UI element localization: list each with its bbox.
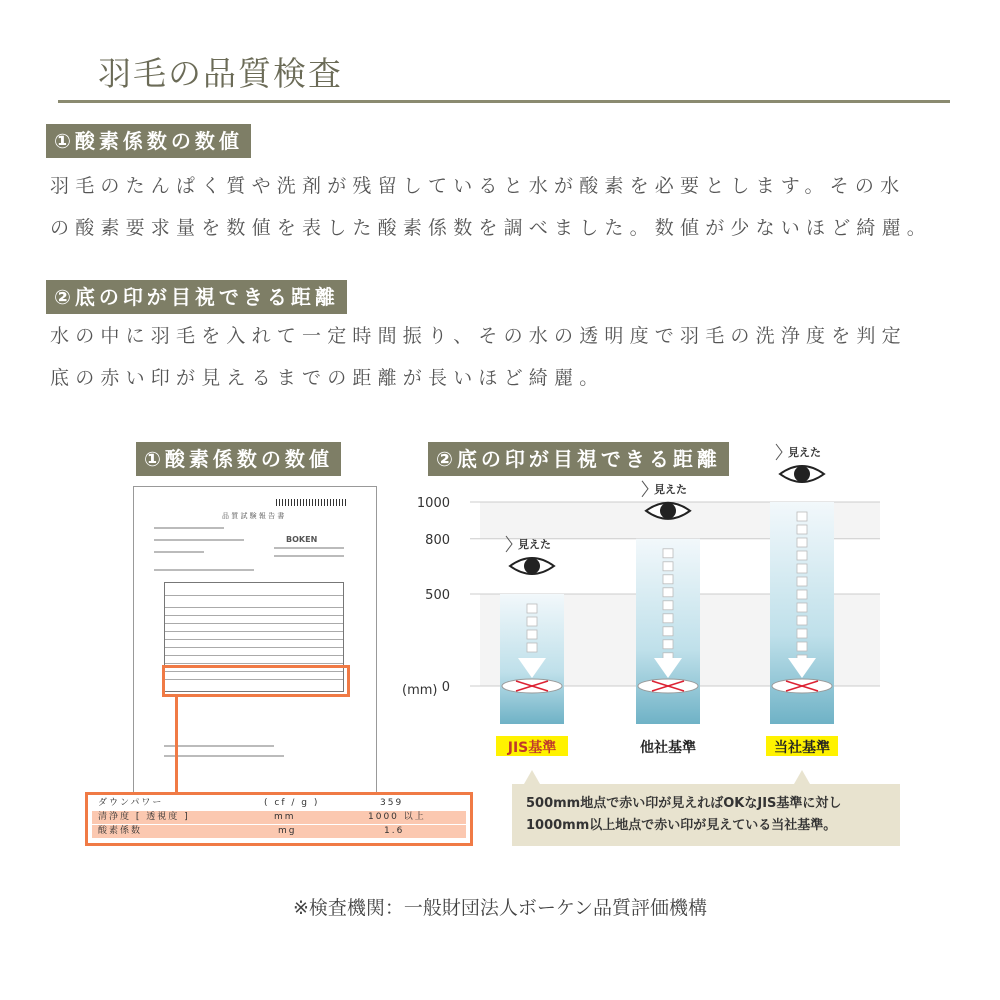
dash-block — [527, 604, 537, 613]
section2-line-2: 底の赤い印が見えるまでの距離が長いほど綺麗。 — [50, 367, 605, 389]
dash-block — [663, 614, 673, 623]
section1-line-2: の酸素要求量を数値を表した酸素係数を調べました。数値が少ないほど綺麗。 — [50, 217, 933, 239]
dash-block — [663, 627, 673, 636]
zoom-connector — [175, 694, 178, 794]
dash-block — [797, 564, 807, 573]
dash-block — [663, 575, 673, 584]
y-tick-label: 500 — [425, 588, 450, 603]
note-pointer — [524, 770, 540, 784]
footer-note: ※検査機関：一般財団法人ボーケン品質評価機構 — [293, 897, 707, 919]
label-bracket — [776, 444, 782, 460]
zoom-row: 清浄度 [ 透視度 ] mm 1000 以上 — [92, 811, 466, 824]
dash-block — [797, 590, 807, 599]
note-line-1: 500mm地点で赤い印が見えればOKなJIS基準に対し — [526, 796, 842, 811]
doc-text-line — [154, 569, 254, 571]
doc-text-line — [164, 755, 284, 757]
eye-pupil — [524, 558, 540, 574]
category-label: 当社基準 — [774, 740, 830, 756]
page-title: 羽毛の品質検査 — [98, 54, 343, 93]
doc-text-line — [154, 527, 224, 529]
doc-text-line — [154, 551, 204, 553]
category-label: 他社基準 — [640, 740, 696, 756]
title-divider — [58, 100, 950, 103]
dash-block — [797, 629, 807, 638]
panel-right-label: ②底の印が目視できる距離 — [428, 442, 729, 476]
category-label: JIS基準 — [507, 740, 557, 756]
report-highlight-box — [162, 665, 350, 697]
note-pointer — [794, 770, 810, 784]
dash-block — [527, 617, 537, 626]
section2-label: ②底の印が目視できる距離 — [46, 280, 347, 314]
seen-label: 見えた — [788, 446, 821, 459]
y-axis-label: (mm) — [402, 683, 438, 698]
doc-text-line — [154, 539, 244, 541]
dash-block — [797, 538, 807, 547]
dash-block — [797, 603, 807, 612]
dash-block — [797, 512, 807, 521]
zoom-row: ダウンパワー ( cf / g ) 359 — [98, 798, 404, 808]
report-document — [133, 486, 377, 804]
y-tick-label: 0 — [441, 680, 450, 695]
section2-line-1: 水の中に羽毛を入れて一定時間振り、その水の透明度で羽毛の洗浄度を判定 — [50, 325, 907, 347]
doc-text-line — [274, 555, 344, 557]
note-box — [512, 784, 900, 846]
dash-block — [527, 643, 537, 652]
panel-left-label: ①酸素係数の数値 — [136, 442, 341, 476]
dash-block — [663, 562, 673, 571]
dash-block — [527, 630, 537, 639]
note-line-2: 1000mm以上地点で赤い印が見えている当社基準。 — [526, 818, 837, 833]
dash-block — [663, 549, 673, 558]
seen-label: 見えた — [518, 538, 551, 551]
dash-block — [797, 525, 807, 534]
dash-block — [663, 640, 673, 649]
report-title: 品 質 試 験 報 告 書 — [222, 512, 285, 520]
report-org: BOKEN — [286, 535, 318, 544]
dash-block — [797, 551, 807, 560]
dash-block — [663, 601, 673, 610]
dash-block — [797, 616, 807, 625]
section1-label: ①酸素係数の数値 — [46, 124, 251, 158]
label-bracket — [642, 481, 648, 497]
zoom-row: 酸素係数 mg 1.6 — [92, 825, 466, 838]
y-tick-label: 800 — [425, 532, 450, 548]
dash-block — [663, 588, 673, 597]
eye-pupil — [794, 466, 810, 482]
eye-pupil — [660, 503, 676, 519]
seen-label: 見えた — [654, 482, 687, 496]
y-tick-label: 1000 — [416, 496, 450, 511]
dash-block — [797, 577, 807, 586]
barcode-icon — [276, 499, 346, 506]
doc-text-line — [274, 547, 344, 549]
section1-line-1: 羽毛のたんぱく質や洗剤が残留していると水が酸素を必要とします。その水 — [50, 175, 906, 197]
dash-block — [797, 642, 807, 651]
doc-text-line — [164, 745, 274, 747]
